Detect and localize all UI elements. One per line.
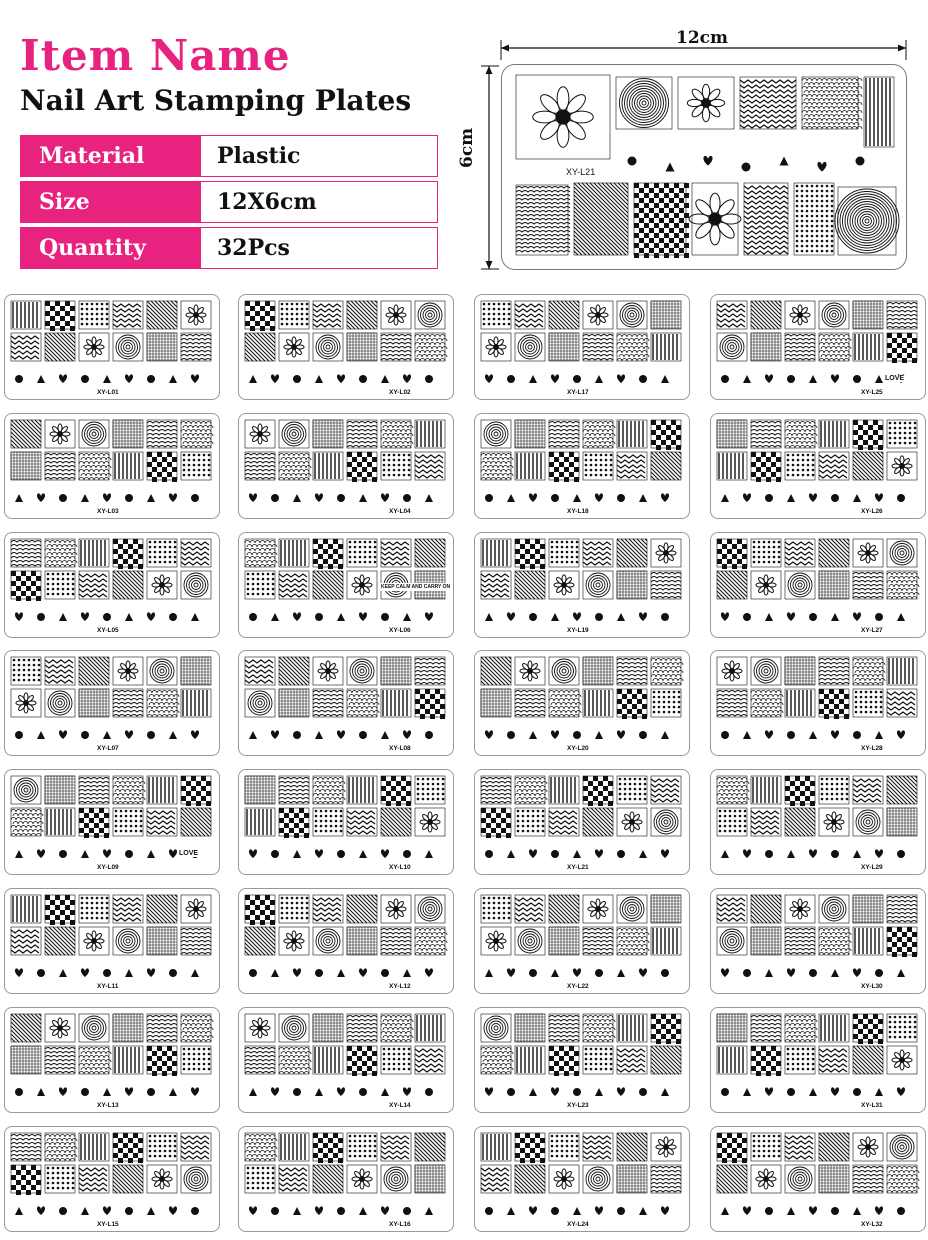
plate-pattern [239, 1008, 453, 1112]
product-info-header [0, 0, 928, 288]
stamping-plate [238, 650, 454, 756]
stamping-plate [4, 650, 220, 756]
stamping-plate [238, 1007, 454, 1113]
plate-code: XY-L27 [861, 627, 883, 634]
plate-pattern [239, 770, 453, 874]
stamping-plate [710, 413, 926, 519]
spec-value: 12X6cm [217, 189, 317, 215]
plate-pattern [5, 770, 219, 874]
plate-code: XY-L07 [97, 745, 119, 752]
spec-label: Quantity [21, 228, 201, 268]
plate-code: XY-L03 [97, 508, 119, 515]
plate-code: XY-L08 [389, 745, 411, 752]
plate-pattern [711, 1008, 925, 1112]
love-text: LOVE [885, 375, 905, 382]
stamping-plate [4, 769, 220, 875]
love-text: LOVE [179, 850, 199, 857]
plate-pattern [711, 1127, 925, 1231]
spec-value: Plastic [217, 143, 301, 169]
plate-pattern [475, 295, 689, 399]
plate-pattern [239, 889, 453, 993]
plate-code: XY-L28 [861, 745, 883, 752]
stamping-plate [710, 888, 926, 994]
item-name-heading: Item Name [20, 31, 291, 80]
stamping-plate [238, 888, 454, 994]
stamping-plate [474, 532, 690, 638]
plate-code: XY-L26 [861, 508, 883, 515]
stamping-plate [238, 532, 454, 638]
plate-code: XY-L31 [861, 1102, 883, 1109]
width-dimension-label: 12cm [676, 28, 728, 48]
stamping-plate [4, 1007, 220, 1113]
stamping-plate [474, 1126, 690, 1232]
stamping-plate [710, 769, 926, 875]
plate-pattern [239, 414, 453, 518]
stamping-plate [474, 650, 690, 756]
stamping-plate [4, 888, 220, 994]
plate-code: XY-L12 [389, 983, 411, 990]
plate-code: XY-L22 [567, 983, 589, 990]
plate-pattern [711, 414, 925, 518]
plate-pattern [239, 295, 453, 399]
stamping-plate [238, 413, 454, 519]
plate-code: XY-L04 [389, 508, 411, 515]
stamping-plate [238, 294, 454, 400]
plate-code: XY-L09 [97, 864, 119, 871]
plate-pattern [5, 295, 219, 399]
plate-code: XY-L25 [861, 389, 883, 396]
stamping-plate [474, 294, 690, 400]
plate-pattern [475, 1008, 689, 1112]
plate-pattern [475, 651, 689, 755]
plate-code: XY-L29 [861, 864, 883, 871]
plate-pattern [711, 770, 925, 874]
height-dimension-label: 6cm [457, 127, 477, 168]
plate-pattern [711, 651, 925, 755]
product-name: Nail Art Stamping Plates [20, 84, 412, 117]
plate-code: XY-L14 [389, 1102, 411, 1109]
plate-pattern [5, 889, 219, 993]
plate-code: XY-L11 [97, 983, 119, 990]
plate-code: XY-L19 [567, 627, 589, 634]
plate-pattern [239, 1127, 453, 1231]
plate-pattern [239, 651, 453, 755]
plate-code: XY-L17 [567, 389, 589, 396]
stamping-plate [4, 294, 220, 400]
stamping-plate [474, 413, 690, 519]
plate-code: XY-L20 [567, 745, 589, 752]
featured-plate-pattern [502, 65, 906, 269]
stamping-plate [238, 769, 454, 875]
plate-pattern [5, 651, 219, 755]
keep-calm-text: KEEP CALM AND CARRY ON [381, 584, 451, 590]
featured-plate-code: XY-L21 [566, 167, 596, 177]
plate-code: XY-L24 [567, 1221, 589, 1228]
plate-pattern [475, 770, 689, 874]
stamping-plate [474, 1007, 690, 1113]
plate-code: XY-L10 [389, 864, 411, 871]
stamping-plate [4, 532, 220, 638]
stamping-plate [710, 1007, 926, 1113]
stamping-plate [474, 769, 690, 875]
plate-pattern [475, 889, 689, 993]
plate-code: XY-L18 [567, 508, 589, 515]
plate-pattern [5, 533, 219, 637]
plate-pattern [711, 533, 925, 637]
plate-code: XY-L16 [389, 1221, 411, 1228]
stamping-plate [710, 532, 926, 638]
stamping-plate [710, 1126, 926, 1232]
plate-code: XY-L15 [97, 1221, 119, 1228]
stamping-plate [238, 1126, 454, 1232]
stamping-plate [474, 888, 690, 994]
plate-code: XY-L06 [389, 627, 411, 634]
plate-pattern [475, 414, 689, 518]
stamping-plate [4, 1126, 220, 1232]
plate-pattern [475, 533, 689, 637]
plate-pattern [5, 414, 219, 518]
plate-code: XY-L02 [389, 389, 411, 396]
spec-value: 32Pcs [217, 235, 290, 261]
plate-code: XY-L13 [97, 1102, 119, 1109]
plate-pattern [475, 1127, 689, 1231]
plate-pattern [711, 295, 925, 399]
plate-code: XY-L21 [567, 864, 589, 871]
featured-plate-image [501, 64, 907, 270]
spec-label: Material [21, 136, 201, 176]
plate-pattern [5, 1008, 219, 1112]
spec-label: Size [21, 182, 201, 222]
plate-code: XY-L30 [861, 983, 883, 990]
stamping-plate [710, 650, 926, 756]
stamping-plate [4, 413, 220, 519]
stamping-plate [710, 294, 926, 400]
plate-code: XY-L23 [567, 1102, 589, 1109]
plate-code: XY-L05 [97, 627, 119, 634]
plate-code: XY-L01 [97, 389, 119, 396]
plate-pattern [5, 1127, 219, 1231]
plate-code: XY-L32 [861, 1221, 883, 1228]
plate-pattern [711, 889, 925, 993]
plate-collection-grid [0, 292, 928, 1240]
